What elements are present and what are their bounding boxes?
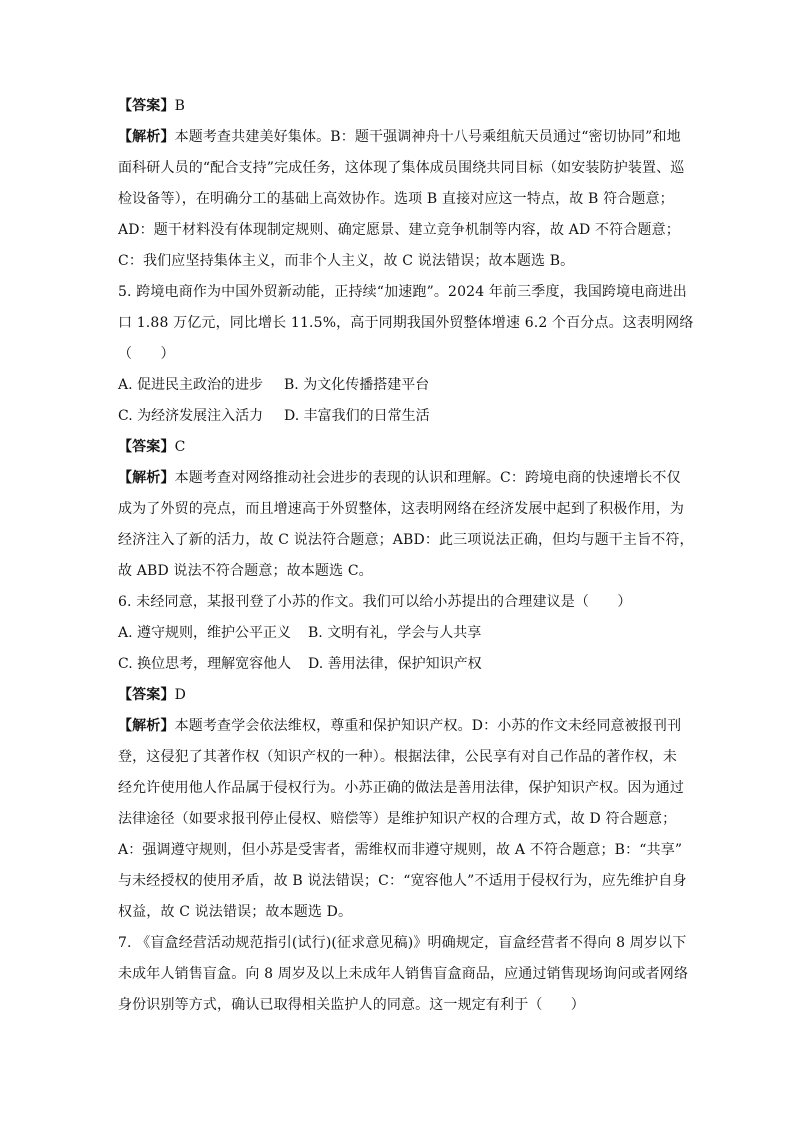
q4-analysis-line: C：我们应坚持集体主义，而非个人主义，故 C 说法错误；故本题选 B。: [118, 253, 575, 269]
q5-analysis-line: [118, 468, 684, 499]
q5-option-d: D. 丰富我们的日常生活: [284, 408, 430, 424]
q4-analysis-line: 检设备等），在明确分工的基础上高效协作。选项 B 直接对应这一特点，故 B 符合题意；: [118, 191, 674, 207]
analysis-text: 本题考查共建美好集体。B：题干强调神舟十八号乘组航天员通过“密切协同”和地: [174, 129, 681, 145]
q6-option-a: A. 遵守规则，维护公平正义: [118, 625, 292, 641]
analysis-text: 本题考查对网络推动社会进步的表现的认识和理解。C：跨境电商的快速增长不仅: [174, 470, 681, 486]
q5-analysis-line: 故 ABD 说法不符合题意；故本题选 C。: [118, 563, 373, 579]
q5-option-b: B. 为文化传播搭建平台: [284, 377, 430, 393]
q4-analysis-line: AD：题干材料没有体现制定规则、确定愿景、建立竞争机制等内容，故 AD 不符合题意；: [118, 222, 680, 238]
q6-option-b: B. 文明有礼，学会与人共享: [308, 625, 482, 641]
q6-analysis-line: A：强调遵守规则，但小苏是受害者，需维权而非遵守规则，故 A 不符合题意；B：“共享”: [118, 842, 683, 858]
q7-stem-line: 7. 《盲盒经营活动规范指引(试行)(征求意见稿)》明确规定，盲盒经营者不得向 8 周岁以下: [118, 935, 687, 951]
q6-analysis-line: 权益，故 C 说法错误；故本题选 D。: [118, 904, 353, 920]
answer-tag: 【答案】: [118, 439, 175, 455]
q5-stem-line: 5. 跨境电商作为中国外贸新动能，正持续“加速跑”。2024 年前三季度，我国跨境电商进出: [118, 284, 687, 300]
q5-stem-line: （ ）: [118, 346, 175, 362]
q5-option-a: A. 促进民主政治的进步: [118, 377, 264, 393]
q4-analysis-line: [118, 127, 684, 158]
q6-analysis-line: 登，这侵犯了其著作权（知识产权的一种）。根据法律，公民享有对自己作品的著作权，未: [118, 749, 677, 765]
q6-option-d: D. 善用法律，保护知识产权: [308, 656, 482, 672]
document-page: [118, 96, 694, 1026]
q6-analysis-line: 法律途径（如要求报刊停止侵权、赔偿等）是维护知识产权的合理方式，故 D 符合题意；: [118, 811, 677, 827]
q5-answer: [118, 437, 684, 468]
q5-options-row: [118, 406, 684, 437]
q6-options-row: [118, 623, 684, 654]
q7-stem-line: 身份识别等方式，确认已取得相关监护人的同意。这一规定有利于（ ）: [118, 997, 585, 1013]
q5-options-row: [118, 375, 684, 406]
q6-option-c: C. 换位思考，理解宽容他人: [118, 656, 292, 672]
answer-tag: 【答案】: [118, 98, 175, 114]
analysis-text: 本题考查学会依法维权，尊重和保护知识产权。D：小苏的作文未经同意被报刊刊: [174, 718, 682, 734]
q5-analysis-line: 经济注入了新的活力，故 C 说法符合题意；ABD：此三项说法正确，但均与题干主旨不符，: [118, 532, 694, 548]
answer-value: C: [174, 439, 186, 455]
q6-analysis-line: [118, 716, 684, 747]
q6-options-row: [118, 654, 684, 685]
q5-analysis-line: 成为了外贸的亮点，而且增速高于外贸整体，这表明网络在经济发展中起到了积极作用，为: [118, 501, 684, 517]
q4-analysis-line: 面科研人员的“配合支持”完成任务，这体现了集体成员围绕共同目标（如安装防护装置、巡: [118, 160, 685, 176]
q4-answer: [118, 96, 684, 127]
q6-analysis-line: 经允许使用他人作品属于侵权行为。小苏正确的做法是善用法律，保护知识产权。因为通过: [118, 780, 684, 796]
q7-stem-line: 未成年人销售盲盒。向 8 周岁及以上未成年人销售盲盒商品，应通过销售现场询问或者网络: [118, 966, 689, 982]
q5-stem-line: 口 1.88 万亿元，同比增长 11.5%，高于同期我国外贸整体增速 6.2 个百分点。这表明网络: [118, 315, 694, 331]
answer-value: D: [174, 687, 186, 703]
analysis-tag: 【解析】: [118, 718, 175, 734]
answer-tag: 【答案】: [118, 687, 175, 703]
q6-answer: [118, 685, 684, 716]
analysis-tag: 【解析】: [118, 129, 175, 145]
answer-value: B: [174, 98, 186, 114]
q6-analysis-line: 与未经授权的使用矛盾，故 B 说法错误；C：“宽容他人”不适用于侵权行为，应先维护自身: [118, 873, 687, 889]
q6-stem-line: 6. 未经同意，某报刊登了小苏的作文。我们可以给小苏提出的合理建议是（ ）: [118, 594, 632, 610]
analysis-tag: 【解析】: [118, 470, 175, 486]
q5-option-c: C. 为经济发展注入活力: [118, 408, 264, 424]
